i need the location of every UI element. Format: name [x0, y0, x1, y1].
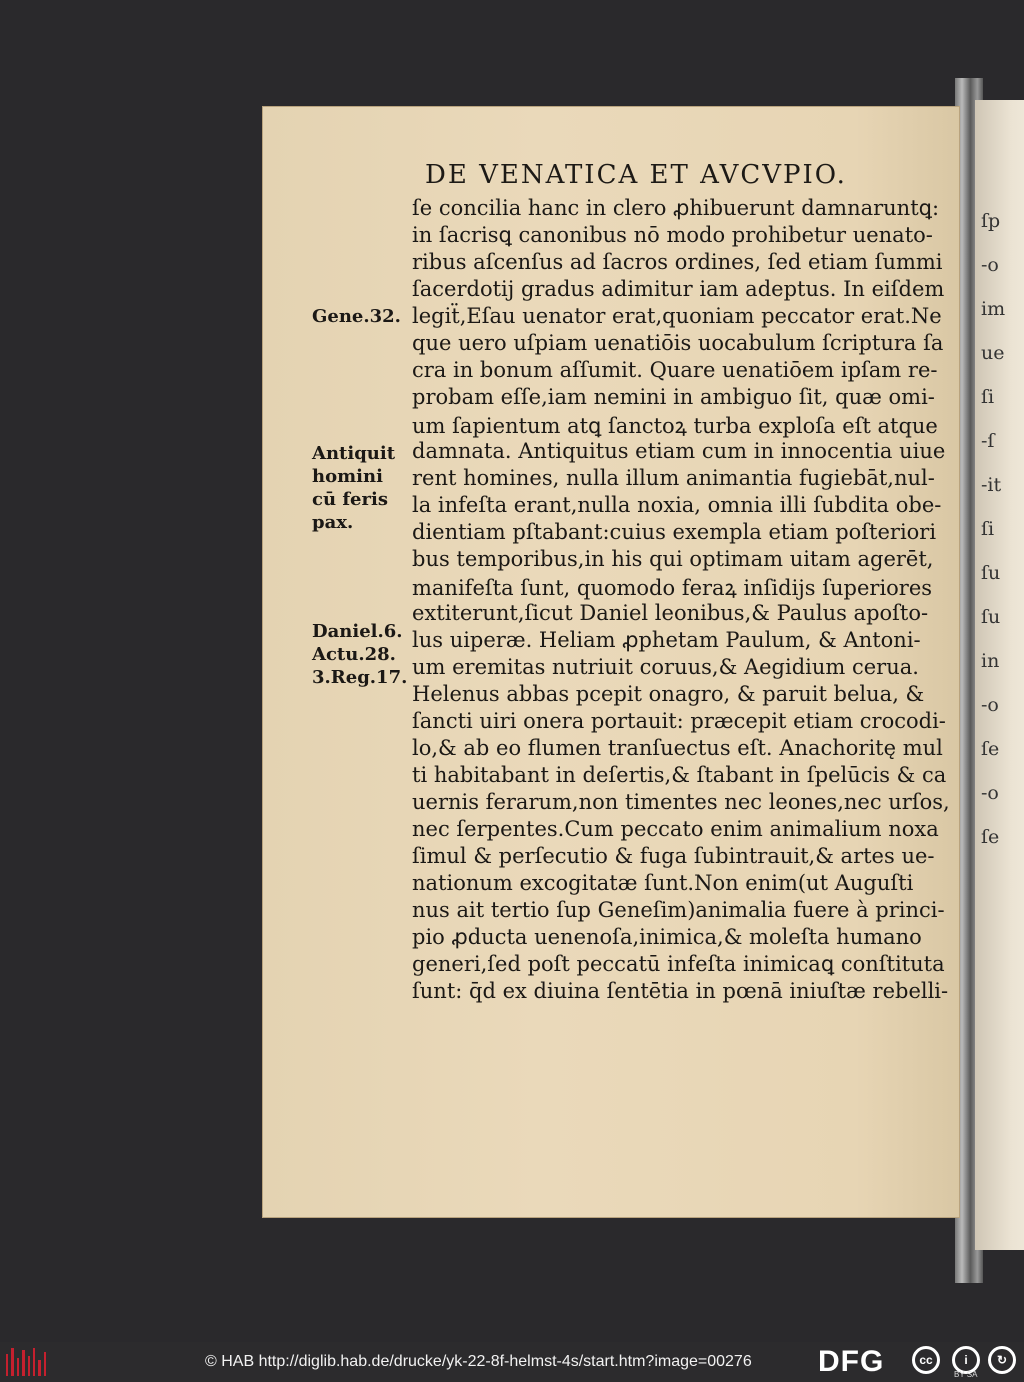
- text-line: uernis ferarum,non timentes nec leones,nec urſos,: [412, 790, 950, 814]
- facing-fragment: ſp: [981, 210, 1001, 232]
- text-line: nationum excogitatæ ſunt.Non enim(ut Auguſti: [412, 871, 914, 895]
- sa-icon: ↻: [988, 1346, 1016, 1374]
- copyright-link[interactable]: © HAB http://diglib.hab.de/drucke/yk-22-8f-helmst-4s/start.htm?image=00276: [205, 1353, 752, 1370]
- main-text: [412, 196, 950, 1006]
- text-line: ſe concilia hanc in clero ꝓhibuerunt damnaruntꝗ:: [412, 196, 940, 220]
- facing-fragment: -ſ: [981, 430, 995, 452]
- license-badge[interactable]: [912, 1344, 1020, 1378]
- text-line: in ſacrisꝗ canonibus nō modo prohibetur uenato-: [412, 223, 933, 247]
- facing-fragment: ſi: [981, 518, 995, 540]
- text-line: rent homines, nulla illum animantia fugiebāt,nul-: [412, 466, 935, 490]
- text-line: ſunt: q̄d ex diuina ſentētia in pœnā iniuſtæ rebelli-: [412, 979, 949, 1003]
- facing-fragment: -o: [981, 694, 999, 716]
- facing-fragment: ſu: [981, 562, 1001, 584]
- marginal-note-antiquit: Antiquit homini cū feris pax.: [312, 443, 396, 533]
- facing-fragment: in: [981, 650, 1000, 672]
- text-line: probam eſſe,iam nemini in ambiguo ſit, quæ omi-: [412, 385, 935, 409]
- facing-fragment: ſe: [981, 738, 1000, 760]
- text-line: dientiam pſtabant:cuius exempla etiam poſteriori: [412, 520, 937, 544]
- facing-fragment: ſu: [981, 606, 1001, 628]
- text-line: pio ꝓducta uenenoſa,inimica,& moleſta humano: [412, 925, 922, 949]
- dfg-logo: DFG: [818, 1345, 885, 1378]
- text-line: cra in bonum aſſumit. Quare uenatiōem ipſam re-: [412, 358, 938, 382]
- marginal-note-gene: Gene.32.: [312, 306, 401, 327]
- text-line: damnata. Antiquitus etiam cum in innocentia uiue: [412, 439, 946, 463]
- text-line: um eremitas nutriuit coruus,& Aegidium cerua.: [412, 655, 919, 679]
- facing-page-edge: [975, 100, 1024, 1250]
- text-line: ſacerdotij gradus adimitur iam adeptus. In eiſdem: [412, 277, 945, 301]
- text-line: ſancti uiri onera portauit: præcepit etiam crocodi-: [412, 709, 946, 733]
- text-line: um ſapientum atꝗ ſanctoꝝ turba exploſa eſt atque: [412, 414, 938, 438]
- running-head: DE VENATICA ET AVCVPIO.: [425, 160, 847, 190]
- text-line: nec ſerpentes.Cum peccato enim animalium noxa: [412, 817, 939, 841]
- cc-icon: cc: [912, 1346, 940, 1374]
- text-line: ribus aſcenſus ad ſacros ordines, ſed etiam ſummi: [412, 250, 943, 274]
- text-line: legiẗ,Eſau uenator erat,quoniam peccator erat.Ne: [412, 304, 942, 328]
- by-icon: i: [952, 1346, 980, 1374]
- facing-fragment: im: [981, 298, 1006, 320]
- facing-fragment: ſe: [981, 826, 1000, 848]
- text-line: extiterunt,ſicut Daniel leonibus,& Paulus apoſto-: [412, 601, 929, 625]
- text-line: ſimul & perſecutio & fuga ſubintrauit,& artes ue-: [412, 844, 935, 868]
- license-label: BY SA: [954, 1370, 978, 1379]
- marginal-note-references: Daniel.6. Actu.28. 3.Reg.17.: [312, 621, 408, 688]
- text-line: bus temporibus,in his qui optimam uitam agerēt,: [412, 547, 934, 571]
- text-line: generi,ſed poſt peccatū infeſta inimicaꝗ conſtituta: [412, 952, 945, 976]
- facing-fragment: -it: [981, 474, 1002, 496]
- text-line: nus ait tertio ſup Geneſim)animalia fuere à princi-: [412, 898, 945, 922]
- facing-fragment: ſi: [981, 386, 995, 408]
- text-line: Helenus abbas pcepit onagro, & paruit belua, &: [412, 682, 925, 706]
- hab-logo-icon: [6, 1348, 46, 1376]
- text-line: lus uiperæ. Heliam ꝓphetam Paulum, & Antoni-: [412, 628, 921, 652]
- facing-fragment: ue: [981, 342, 1005, 364]
- text-line: manifeſta ſunt, quomodo feraꝝ inſidijs ſuperiores: [412, 576, 933, 600]
- facing-fragment: -o: [981, 782, 999, 804]
- text-line: lo,& ab eo flumen tranſuectus eſt. Anachoritę mul: [412, 736, 943, 760]
- facing-fragment: -o: [981, 254, 999, 276]
- text-line: la infeſta erant,nulla noxia, omnia illi ſubdita obe-: [412, 493, 942, 517]
- text-line: ti habitabant in deſertis,& ſtabant in ſpelūcis & ca: [412, 763, 947, 787]
- text-line: que uero uſpiam uenatiōis uocabulum ſcriptura ſa: [412, 331, 944, 355]
